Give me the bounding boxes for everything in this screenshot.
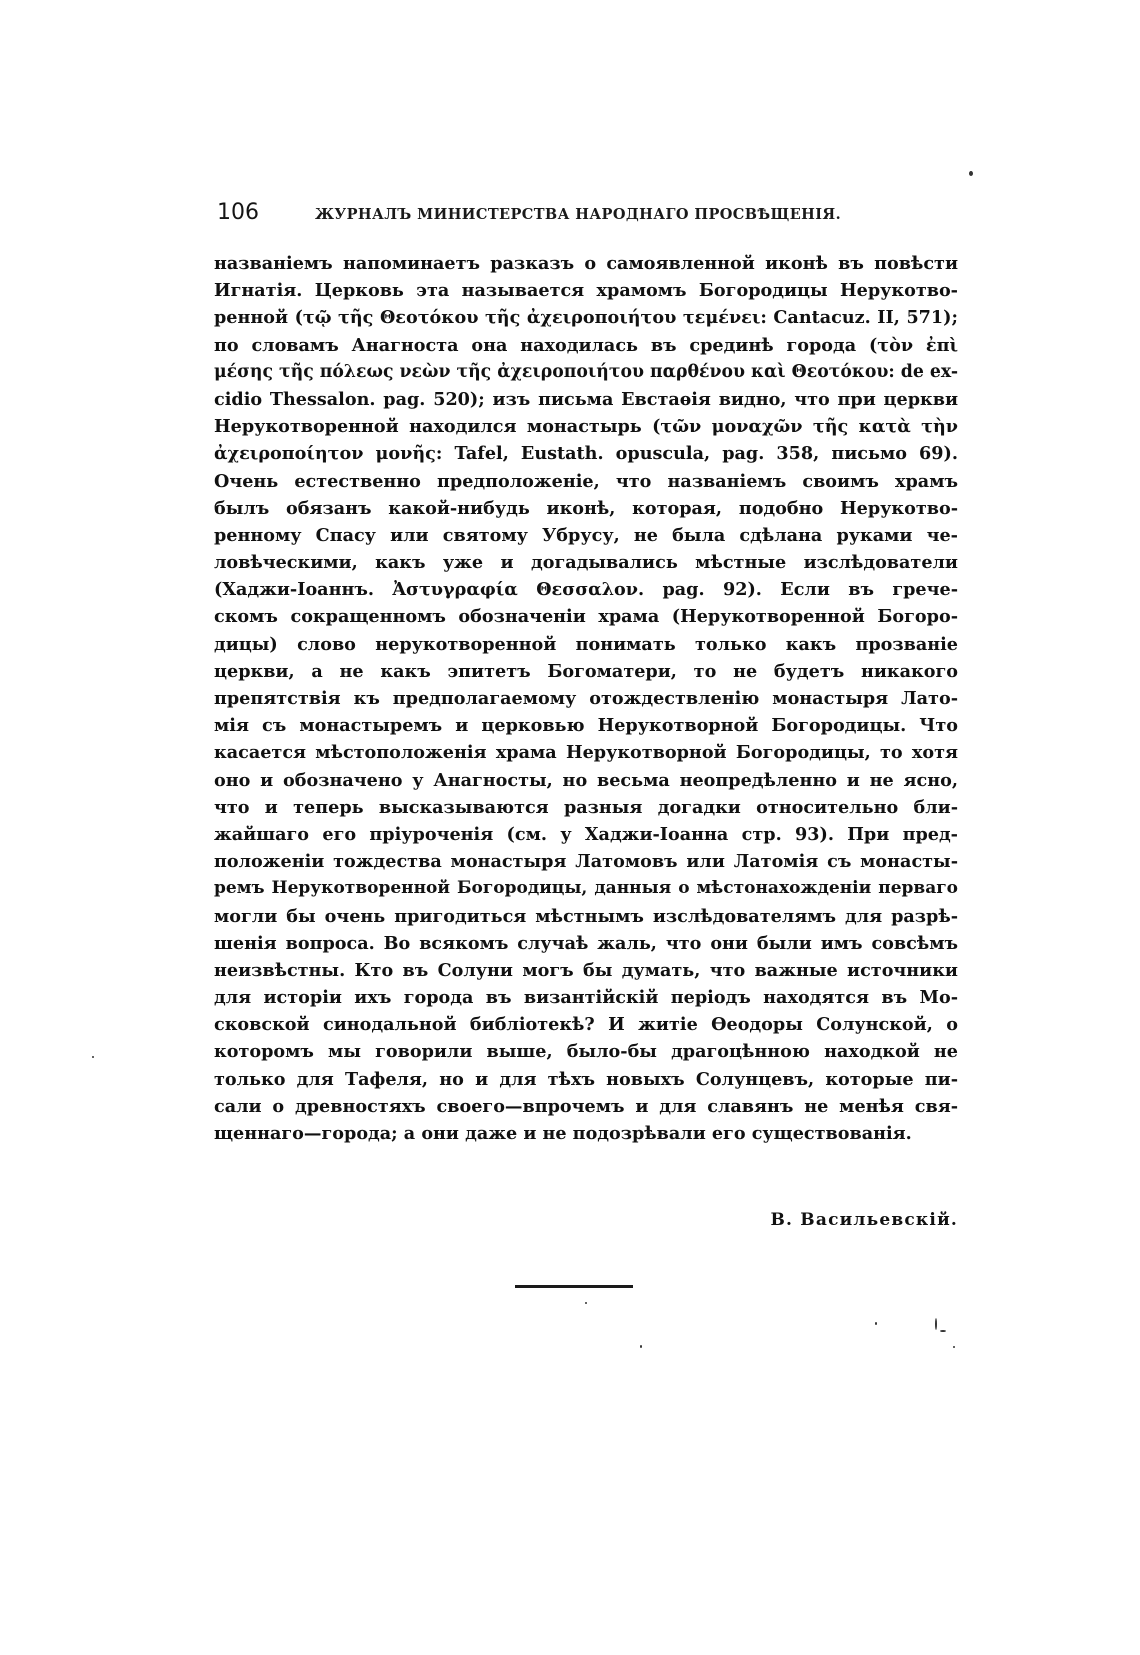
text-line: скомъ сокращенномъ обозначеніи храма (Нерукотворенной Богоро- bbox=[214, 606, 958, 628]
text-line: Очень естественно предположеніе, что названіемъ своимъ храмъ bbox=[214, 470, 958, 492]
page-number: 106 bbox=[217, 200, 259, 225]
text-line: шенія вопроса. Во всякомъ случаѣ жаль, что они были имъ совсѣмъ bbox=[214, 932, 958, 954]
text-line: (Хаджи-Іоаннъ. Ἀστυγραφία Θεσσαλον. pag. 92). Если въ грече- bbox=[214, 579, 958, 601]
text-line: ремъ Нерукотворенной Богородицы, данныя о мѣстонахожденіи перваго bbox=[214, 878, 958, 899]
text-line: былъ обязанъ какой-нибудь иконѣ, которая, подобно Нерукотво- bbox=[214, 497, 958, 519]
text-line: дицы) слово нерукотворенной понимать только какъ прозваніе bbox=[214, 633, 958, 655]
text-line: сали о древностяхъ своего—впрочемъ и для славянъ не менѣя свя- bbox=[214, 1095, 958, 1117]
text-line: Нерукотворенной находился монастырь (τῶν μοναχῶν τῆς κατὰ τὴν bbox=[214, 416, 958, 438]
scan-speck bbox=[969, 171, 973, 176]
text-line: щеннаго—города; а они даже и не подозрѣвали его существованія. bbox=[214, 1123, 912, 1144]
text-line: могли бы очень пригодиться мѣстнымъ изслѣдователямъ для разрѣ- bbox=[214, 905, 958, 927]
text-line: оно и обозначено у Анагносты, но весьма неопредѣленно и не ясно, bbox=[214, 769, 958, 791]
text-line: мія съ монастыремъ и церковью Нерукотворной Богородицы. Что bbox=[214, 715, 958, 737]
text-line: для исторіи ихъ города въ византійскій періодъ находятся въ Мо- bbox=[214, 987, 958, 1009]
text-line: препятствія къ предполагаемому отождествленію монастыря Лато- bbox=[214, 688, 958, 709]
text-line: по словамъ Анагноста она находилась въ срединѣ города (τὸν ἐπὶ bbox=[214, 334, 958, 356]
text-line: Игнатія. Церковь эта называется храмомъ Богородицы Нерукотво- bbox=[214, 280, 958, 302]
text-line: ренной (τῷ τῆς Θεοτόκου τῆς ἀχειροποιήτου τεμένει: Cantacuz. II, 571); bbox=[214, 307, 958, 329]
text-line: положеніи тождества монастыря Латомовъ или Латомія съ монасты- bbox=[214, 851, 958, 873]
text-line: церкви, а не какъ эпитетъ Богоматери, то не будетъ никакого bbox=[214, 660, 958, 682]
text-line: только для Тафеля, но и для тѣхъ новыхъ Солунцевъ, которые пи- bbox=[214, 1068, 958, 1090]
text-line: μέσης τῆς πόλεως νεὼν τῆς ἀχειροποιήτου παρθένου καὶ Θεοτόκου: de ex- bbox=[214, 361, 958, 382]
running-head: ЖУРНАЛЪ МИНИСТЕРСТВА НАРОДНАГО ПРОСВѢЩЕНІЯ. bbox=[315, 206, 842, 223]
text-line: названіемъ напоминаетъ разказъ о самоявленной иконѣ въ повѣсти bbox=[214, 253, 958, 274]
text-line: которомъ мы говорили выше, было-бы драгоцѣнною находкой не bbox=[214, 1041, 958, 1063]
scan-speck bbox=[953, 1346, 955, 1348]
end-rule bbox=[515, 1285, 633, 1288]
scan-speck bbox=[92, 1056, 94, 1058]
text-line: неизвѣстны. Кто въ Солуни могъ бы думать, что важные источники bbox=[214, 959, 958, 981]
scan-speck bbox=[935, 1318, 937, 1330]
text-line: касается мѣстоположенія храма Нерукотворной Богородицы, то хотя bbox=[214, 742, 958, 764]
text-line: ловѣческими, какъ уже и догадывались мѣстные изслѣдователи bbox=[214, 552, 958, 574]
author-signature: В. Васильевскій. bbox=[770, 1210, 958, 1230]
text-line: что и теперь высказываются разныя догадки относительно бли- bbox=[214, 796, 958, 818]
body-text bbox=[214, 250, 958, 1147]
scan-speck bbox=[640, 1345, 642, 1348]
text-line: ἀχειροποίητον μονῆς: Tafel, Eustath. opuscula, pag. 358, письмо 69). bbox=[214, 443, 958, 465]
text-line: жайшаго его пріуроченія (см. у Хаджи-Іоанна стр. 93). При пред- bbox=[214, 823, 958, 845]
scan-speck bbox=[875, 1322, 877, 1325]
text-line: сковской синодальной библіотекѣ? И житіе Ѳеодоры Солунской, о bbox=[214, 1014, 958, 1036]
text-line: cidio Thessalon. pag. 520); изъ письма Евстаѳія видно, что при церкви bbox=[214, 388, 958, 410]
scan-speck bbox=[585, 1302, 587, 1304]
text-line: ренному Спасу или святому Убрусу, не была сдѣлана руками че- bbox=[214, 524, 958, 546]
scan-speck bbox=[940, 1330, 946, 1332]
page-header bbox=[217, 200, 957, 234]
